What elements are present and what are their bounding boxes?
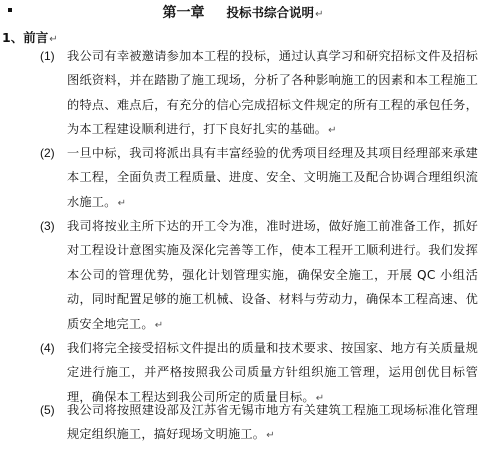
chapter-heading — [0, 4, 486, 24]
chapter-number: 第一章 — [162, 5, 205, 21]
paragraph-mark: ↵ — [117, 197, 127, 209]
item-number: (3) — [40, 219, 55, 233]
paragraph-mark: ↵ — [315, 392, 325, 404]
paragraph-mark: ↵ — [315, 9, 324, 20]
item-text: 我司将按业主所下达的开工令为准，准时进场，做好施工前准备工作，抓好对工程设计意图实施及深化完善等工作，使本工程开工顺利进行。我们发挥本公司的管理优势，强化计划管理实施，确保安全施工，开展 QC 小组活动，同时配置足够的施工机械、设备、材料与劳动力，确保本工程高速、优质安全地完工。↵ — [67, 219, 478, 331]
section-label: 1、前言 — [2, 30, 49, 45]
paragraph-mark: ↵ — [328, 125, 337, 137]
item-text: 一旦中标，我司将派出具有丰富经验的优秀项目经理及其项目经理部来承建本工程，全面负责工程质量、进度、安全、文明施工及配合协调合理组织流水施工。↵ — [67, 146, 478, 209]
item-text: 我公司将按照建设部及江苏省无锡市地方有关建筑工程施工现场标准化管理规定组织施工，搞好现场文明施工。↵ — [67, 403, 478, 442]
item-text: 我公司有幸被邀请参加本工程的投标，通过认真学习和研究招标文件及招标图纸资料，并在踏勘了施工现场，分析了各种影响施工的因素和本工程施工的特点、难点后，有充分的信心完成招标文件规定的所有工程的承包任务，为本工程建设顺利进行，打下良好扎实的基础。↵ — [67, 49, 478, 137]
item-number: (1) — [40, 49, 55, 63]
item-number: (2) — [40, 146, 55, 160]
item-number: (5) — [40, 403, 55, 417]
paragraph-mark: ↵ — [266, 430, 275, 442]
item-text: 我们将完全接受招标文件提出的质量和技术要求、按国家、地方有关质量规定进行施工，并严格按照我公司质量方针组织施工管理，运用创优目标管理，确保本工程达到我公司所定的质量目标。↵ — [67, 341, 478, 404]
item-number: (4) — [40, 341, 55, 355]
paragraph-mark: ↵ — [154, 319, 164, 331]
paragraph-mark: ↵ — [49, 34, 58, 45]
chapter-title: 投标书综合说明 — [226, 5, 315, 20]
